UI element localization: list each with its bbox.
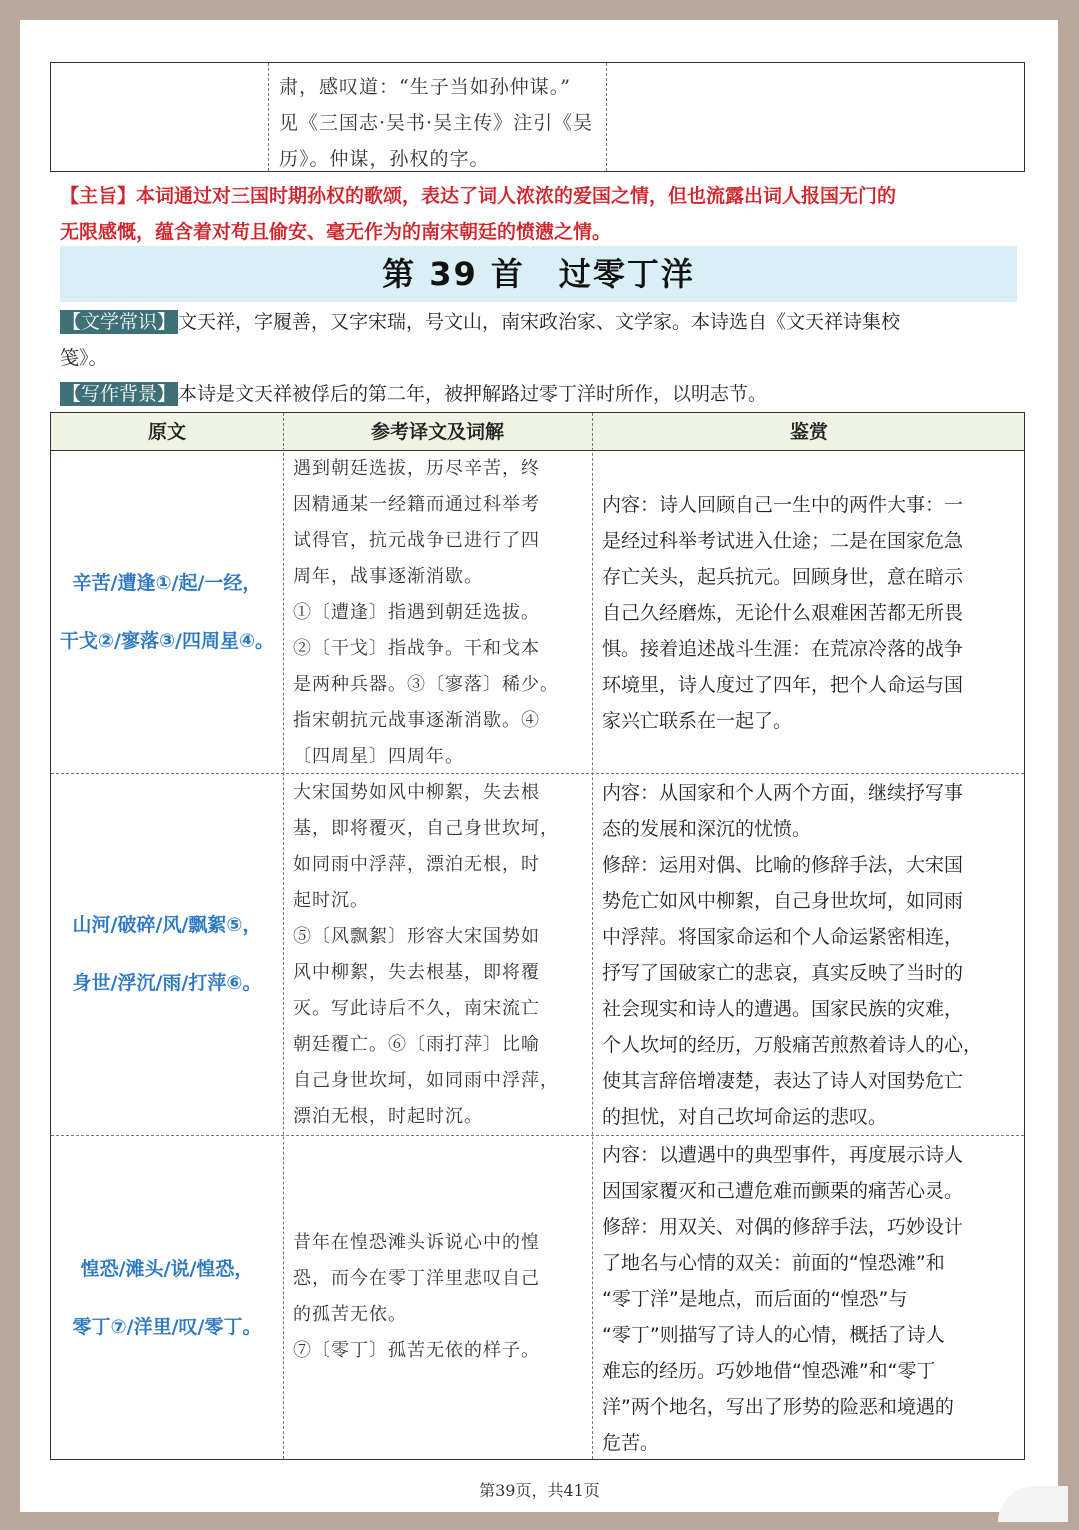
appreciation-line: 洋”两个地名，写出了形势的险恶和境遇的: [602, 1396, 954, 1418]
appreciation-line: 修辞：运用对偶、比喻的修辞手法，大宋国: [602, 854, 964, 876]
appreciation-line: 的担忧，对自己坎坷命运的悲叹。: [602, 1106, 888, 1128]
literary-knowledge: [60, 304, 1020, 340]
theme-line: 无限感慨，蕴含着对苟且偷安、毫无作为的南宋朝廷的愤懑之情。: [60, 221, 612, 243]
appreciation-line: 使其言辞倍增凄楚，表达了诗人对国势危亡: [602, 1070, 964, 1092]
previous-table-line: 历》。仲谋，孙权的字。: [279, 148, 490, 170]
literary-knowledge-text: 文天祥，字履善，又字宋瑞，号文山，南宋政治家、文学家。本诗选自《文天祥诗集校: [178, 311, 901, 333]
translation-line: 起时沉。: [293, 890, 369, 911]
table-row-2-appreciation: [592, 775, 1026, 1135]
header-appreciation: 鉴赏: [789, 421, 828, 443]
translation-line: 昔年在惶恐滩头诉说心中的惶: [293, 1232, 540, 1253]
table-row-3-original: [51, 1135, 283, 1461]
appreciation-line: “零丁”则描写了诗人的心情，概括了诗人: [602, 1324, 945, 1346]
translation-line: 风中柳絮，失去根基，即将覆: [293, 962, 540, 983]
previous-table-fragment: [50, 62, 1025, 172]
translation-line: 试得官，抗元战争已进行了四: [293, 530, 540, 551]
appreciation-line: 难忘的经历。巧妙地借“惶恐滩”和“零丁: [602, 1360, 936, 1382]
appreciation-line: 家兴亡联系在一起了。: [602, 710, 793, 732]
literary-knowledge-tag: 【文学常识】: [62, 311, 177, 333]
poem-title: 第 39 首 过零丁洋: [60, 246, 1017, 302]
translation-line: 自己身世坎坷，如同雨中浮萍，: [293, 1070, 559, 1091]
translation-line: ⑦〔零丁〕孤苦无依的样子。: [293, 1340, 540, 1361]
appreciation-line: 势危亡如风中柳絮，自己身世坎坷，如同雨: [602, 890, 964, 912]
appreciation-line: 抒写了国破家亡的悲哀，真实反映了当时的: [602, 962, 964, 984]
translation-line: 如同雨中浮萍，漂泊无根，时: [293, 854, 540, 875]
literary-knowledge-cont: 笺》。: [60, 347, 108, 369]
table-row-1-appreciation: [592, 487, 1026, 739]
original-line: 身世/浮沉/雨/打萍⑥。: [72, 972, 262, 994]
translation-line: 朝廷覆亡。⑥〔雨打萍〕比喻: [293, 1034, 540, 1055]
translation-line: 是两种兵器。③〔寥落〕稀少。: [293, 674, 559, 695]
header-original: 原文: [147, 421, 186, 443]
previous-table-col1: [51, 63, 269, 171]
table-header: [51, 413, 1024, 451]
appreciation-line: 环境里，诗人度过了四年，把个人命运与国: [602, 674, 964, 696]
table-row-2-original: [51, 773, 283, 1135]
translation-line: 的孤苦无依。: [293, 1304, 407, 1325]
appreciation-line: 是经过科举考试进入仕途；二是在国家危急: [602, 530, 964, 552]
theme-line: 【主旨】本词通过对三国时期孙权的歌颂，表达了词人浓浓的爱国之情，但也流露出词人报国无门的: [60, 185, 897, 207]
translation-line: ⑤〔风飘絮〕形容大宋国势如: [293, 926, 540, 947]
translation-line: 指宋朝抗元战事逐渐消歇。④: [293, 710, 540, 731]
original-line: 干戈②/寥落③/四周星④。: [59, 630, 275, 652]
translation-line: ②〔干戈〕指战争。干和戈本: [293, 638, 540, 659]
translation-line: 〔四周星〕四周年。: [293, 746, 464, 767]
appreciation-line: 修辞：用双关、对偶的修辞手法，巧妙设计: [602, 1216, 964, 1238]
table-row-3-appreciation: [592, 1137, 1026, 1461]
table-row-3-translation: [283, 1225, 592, 1369]
translation-line: 灭。写此诗后不久，南宋流亡: [293, 998, 540, 1019]
translation-line: ①〔遭逢〕指遇到朝廷选拔。: [293, 602, 540, 623]
table-row-2-translation: [283, 775, 592, 1135]
previous-table-line: 见《三国志·吴书·吴主传》注引《吴: [279, 112, 594, 134]
appreciation-line: 危苦。: [602, 1432, 660, 1454]
theme-paragraph: [60, 178, 1020, 250]
translation-line: 大宋国势如风中柳絮，失去根: [293, 782, 540, 803]
appreciation-line: 因国家覆灭和己遭危难而颤栗的痛苦心灵。: [602, 1180, 964, 1202]
table-row-1-original: [51, 451, 283, 773]
appreciation-line: 惧。接着追述战斗生涯：在荒凉冷落的战争: [602, 638, 964, 660]
poem-table: [50, 412, 1025, 1460]
appreciation-line: 内容：以遭遇中的典型事件，再度展示诗人: [602, 1144, 964, 1166]
page-number: 第39页，共41页: [479, 1481, 600, 1500]
writing-background-text: 本诗是文天祥被俘后的第二年，被押解路过零丁洋时所作，以明志节。: [178, 383, 768, 405]
writing-background-tag: 【写作背景】: [62, 383, 177, 405]
original-line: 零丁⑦/洋里/叹/零丁。: [72, 1316, 262, 1338]
appreciation-line: 内容：诗人回顾自己一生中的两件大事：一: [602, 494, 964, 516]
translation-line: 因精通某一经籍而通过科举考: [293, 494, 540, 515]
translation-line: 漂泊无根，时起时沉。: [293, 1106, 483, 1127]
appreciation-line: 自己久经磨炼，无论什么艰难困苦都无所畏: [602, 602, 964, 624]
appreciation-line: 存亡关头，起兵抗元。回顾身世，意在暗示: [602, 566, 964, 588]
appreciation-line: “零丁洋”是地点，而后面的“惶恐”与: [602, 1288, 908, 1310]
previous-table-col2: [269, 63, 607, 171]
appreciation-line: 中浮萍。将国家命运和个人命运紧密相连，: [602, 926, 964, 948]
header-translation: 参考译文及词解: [370, 421, 504, 443]
previous-table-line: 肃，感叹道：“生子当如孙仲谋。”: [279, 76, 571, 98]
appreciation-line: 态的发展和深沉的忧愤。: [602, 818, 812, 840]
appreciation-line: 社会现实和诗人的遭遇。国家民族的灾难，: [602, 998, 964, 1020]
translation-line: 遇到朝廷选拔，历尽辛苦，终: [293, 458, 540, 479]
appreciation-line: 个人坎坷的经历，万般痛苦煎熬着诗人的心，: [602, 1034, 983, 1056]
translation-line: 恐，而今在零丁洋里悲叹自己: [293, 1268, 540, 1289]
translation-line: 基，即将覆灭，自己身世坎坷，: [293, 818, 559, 839]
appreciation-line: 内容：从国家和个人两个方面，继续抒写事: [602, 782, 964, 804]
original-line: 辛苦/遭逢①/起/一经，: [72, 572, 262, 594]
appreciation-line: 了地名与心情的双关：前面的“惶恐滩”和: [602, 1252, 945, 1274]
table-row-1-translation: [283, 451, 592, 775]
original-line: 惶恐/滩头/说/惶恐，: [80, 1258, 254, 1280]
writing-background: [60, 376, 1020, 412]
translation-line: 周年，战事逐渐消歇。: [293, 566, 483, 587]
original-line: 山河/破碎/风/飘絮⑤，: [72, 914, 262, 936]
